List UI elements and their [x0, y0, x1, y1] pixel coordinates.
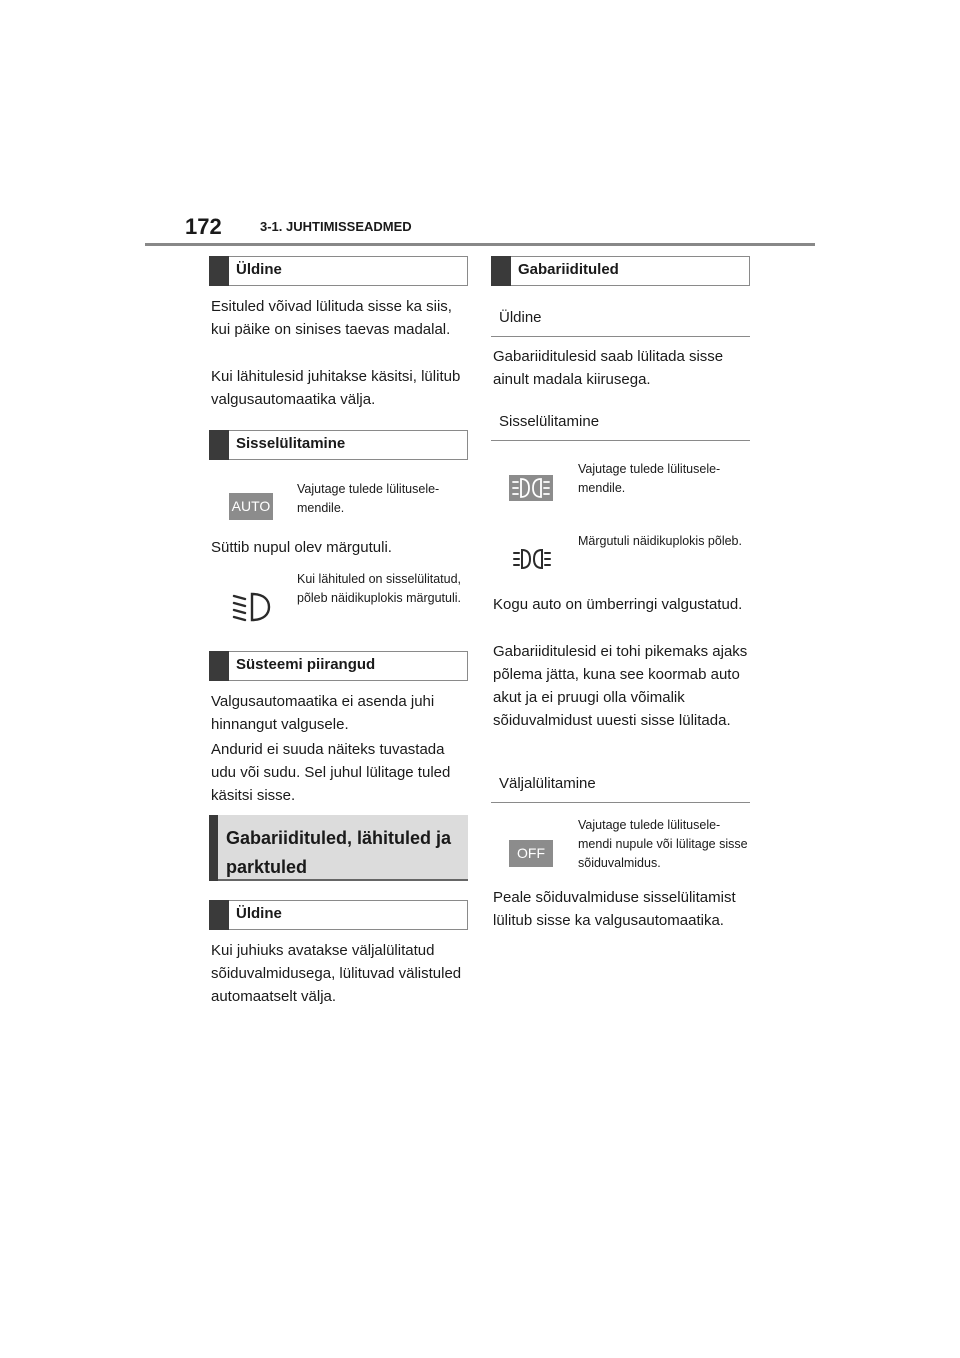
heading-susteemi-piirangud: Süsteemi piirangud: [209, 651, 468, 681]
section-title-box: [209, 815, 468, 881]
off-description: Vajutage tulede lülitusele-mendi nupule või lülitage sisse sõiduvalmidus.: [578, 818, 748, 870]
paragraph-hoiatus: Gabariiditulesid ei tohi pikemaks ajaks põlema jätta, kuna see koormab auto akut ja ei pruugi olla võimalik sõiduvalmidust uuesti sisse lülitada.: [493, 643, 748, 729]
paragraph-juhiuks: Kui juhiuks avatakse väljalülitatud sõiduvalmidusega, lülituvad välistuled automaatselt välja.: [211, 942, 462, 1005]
parking-description: Vajutage tulede lülitusele-mendile.: [578, 462, 721, 495]
paragraph-gabariid-sisse: Gabariiditulesid saab lülitada sisse ainult madala kiirusega.: [493, 348, 724, 388]
header-rule: [145, 243, 815, 246]
lowbeam-description: Kui lähituled on sisselülitatud, põleb näidikuplokis märgutuli.: [297, 572, 461, 605]
parking-indicator-icon: [513, 548, 551, 570]
paragraph-lahituled: Kui lähitulesid juhitakse käsitsi, lülitub valgusautomaatika välja.: [211, 368, 461, 408]
paragraph-soiduvalmidus: Peale sõiduvalmiduse sisselülitamist lülitub sisse ka valgusautomaatika.: [493, 889, 736, 929]
parking-light-button-icon: [509, 475, 553, 501]
off-button-icon: OFF: [509, 840, 553, 867]
auto-description: Vajutage tulede lülitusele-mendile.: [297, 482, 440, 515]
auto-button-icon: AUTO: [229, 493, 273, 520]
heading-sisselulitamine: Sisselülitamine: [209, 430, 468, 460]
low-beam-icon: [232, 590, 272, 624]
subheading-sisselulitamine: Sisselülitamine: [491, 407, 750, 441]
chapter-title: 3-1. JUHTIMISSEADMED: [260, 219, 412, 234]
heading-gabariidituled: Gabariidituled: [491, 256, 750, 286]
paragraph-andurid: Andurid ei suuda näiteks tuvastada udu või sudu. Sel juhul lülitage tuled käsitsi sisse.: [211, 741, 451, 804]
paragraph-esituled: Esituled võivad lülituda sisse ka siis, kui päike on sinises taevas madalal.: [211, 298, 452, 338]
subheading-valjalulitamine: Väljalülitamine: [491, 769, 750, 803]
paragraph-kogu-auto: Kogu auto on ümberringi valgustatud.: [493, 596, 743, 613]
section-title: Gabariidituled, lähituled ja parktuled: [226, 828, 452, 877]
heading-yldine-2: Üldine: [209, 900, 468, 930]
page-number: 172: [185, 214, 222, 239]
heading-yldine: Üldine: [209, 256, 468, 286]
paragraph-valgusautomaatika: Valgusautomaatika ei asenda juhi hinnangut valgusele.: [211, 693, 435, 733]
indicator-description: Märgutuli näidikuplokis põleb.: [578, 534, 742, 548]
subheading-yldine: Üldine: [491, 303, 750, 337]
paragraph-margutuli: Süttib nupul olev märgutuli.: [211, 539, 392, 556]
